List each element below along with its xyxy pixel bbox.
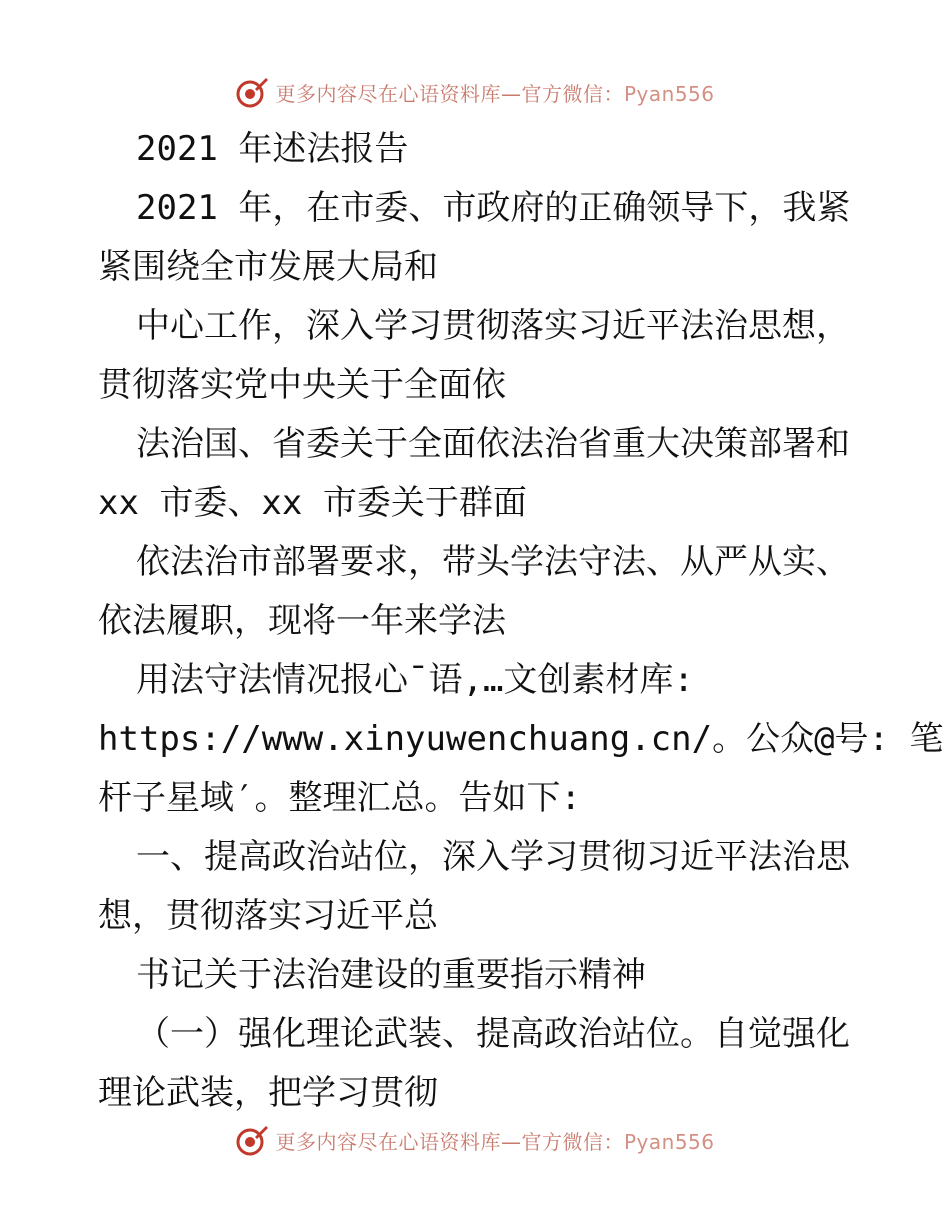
document-line: 法治国、省委关于全面依法治省重大决策部署和	[136, 424, 850, 464]
watermark-text: 更多内容尽在心语资料库—官方微信：Pyan556	[275, 81, 715, 106]
document-body	[98, 120, 944, 1123]
document-line: 想，贯彻落实习近平总	[98, 896, 438, 936]
document-line: 一、提高政治站位，深入学习贯彻习近平法治思	[136, 837, 850, 877]
document-line: https://www.xinyuwenchuang.cn/。公众@号: 笔	[98, 719, 944, 759]
document-line: 依法治市部署要求，带头学法守法、从严从实、	[136, 542, 850, 582]
quill-circle-logo-icon	[235, 75, 269, 109]
document-line: 中心工作，深入学习贯彻落实习近平法治思想，	[136, 306, 850, 346]
document-line: 2021 年述法报告	[136, 129, 409, 169]
document-line: 书记关于法治建设的重要指示精神	[136, 955, 646, 995]
document-line: 依法履职，现将一年来学法	[98, 601, 506, 641]
document-line: （一）强化理论武装、提高政治站位。自觉强化	[136, 1014, 850, 1054]
watermark-text: 更多内容尽在心语资料库—官方微信：Pyan556	[275, 1129, 715, 1154]
header-watermark-banner	[0, 72, 950, 112]
document-line: 紧围绕全市发展大局和	[98, 247, 438, 287]
quill-circle-logo-icon	[235, 1123, 269, 1157]
document-line: 理论武装，把学习贯彻	[98, 1073, 438, 1113]
document-line: 用法守法情况报心¯语,…文创素材库:	[136, 660, 694, 700]
document-line: xx 市委、xx 市委关于群面	[98, 483, 527, 523]
footer-watermark-banner	[0, 1120, 950, 1160]
document-line: 2021 年，在市委、市政府的正确领导下，我紧	[136, 188, 851, 228]
document-line: 贯彻落实党中央关于全面依	[98, 365, 506, 405]
document-line: 杆子星域′。整理汇总。告如下:	[98, 778, 581, 818]
